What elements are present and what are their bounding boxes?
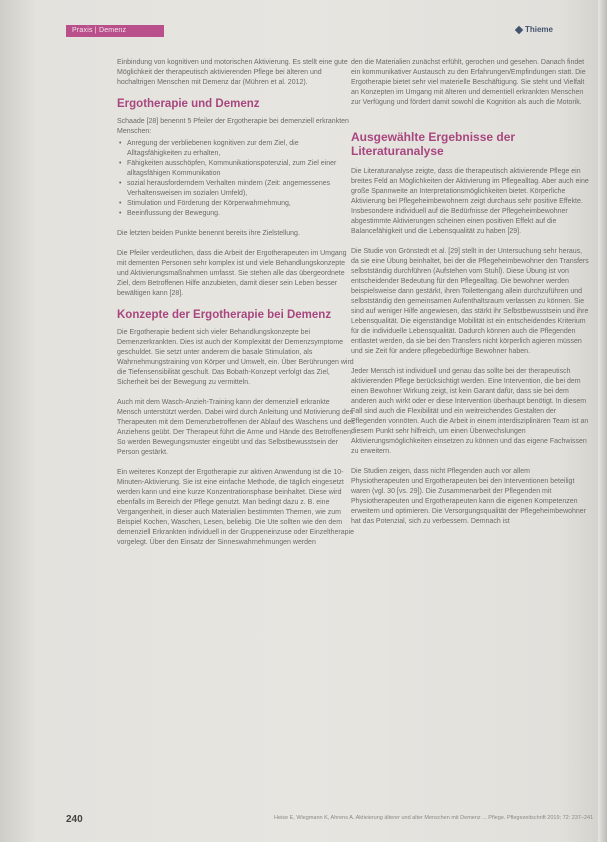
paragraph: Die Studien zeigen, dass nicht Pflegenden auch vor allem Physiotherapeuten und Ergotherapeuten bei den Interventionen beteiligt waren (vgl. 30 [vs. 29]). Die Zusammenarbeit der Pflegenden mit Physiotherapeuten und Ergotherapeuten kann die eigenen Kompetenzen erweitern und optimieren. Die Versorgungsqualität der Pflegeheimbewohner hat das Potenzial, sich zu verbessern. Demnach ist (351, 468, 587, 525)
lead-paragraph: Schaade [28] benennt 5 Pfeiler der Ergotherapie bei demenziell erkrankten Menschen: (117, 118, 349, 135)
left-column (117, 58, 355, 558)
heading-ergebnisse: Ausgewählte Ergebnisse der Literaturanalyse (351, 130, 516, 158)
paragraph: Die Ergotherapie bedient sich vieler Behandlungskonzepte bei Demenzerkrankten. Dies ist auch der Komplexität der Demenzsymptome geschuldet. Sie setzt unter anderem die basale Stimulation, als Wahrnehmungstraining von Körper und Umwelt, ein. Über Berührungen wird die Tiefensensibilität geschult. Das Bobath-Konzept verfolgt das Ziel, Sicherheit bei der Bewegung zu vermitteln. (117, 329, 354, 386)
paragraph: Auch mit dem Wasch-Anzieh-Training kann der demenziell erkrankte Mensch unterstützt werden. Dabei wird durch Anleitung und Motivierung des Therapeuten mit dem Demenzbetroffenen der Ablauf des Waschens und des Anziehens geübt. Der Therapeut führt die Arme und Hände des Betroffenen. So werden Bewegungsmuster eingeübt und das Selbstbewusstsein der Person gestärkt. (117, 399, 355, 456)
heading-konzepte: Konzepte der Ergotherapie bei Demenz (117, 309, 332, 321)
paragraph: Die Pfeiler verdeutlichen, dass die Arbeit der Ergotherapeuten im Umgang mit dementen Personen sehr komplex ist und viele Behandlungskonzepte und Aktivierungsmaßnahmen umfasst. Sie stehen alle das übergeordnete Ziel, dem Betroffenen Hilfe anzubieten, damit dieser sein Leben besser bewältigen kann [28]. (117, 250, 347, 297)
list-item: • sozial herausforderndem Verhalten mindern (Zeit: angemessenes Verhaltensweisen im sozialen Umfeld), (117, 179, 355, 199)
paragraph: Die letzten beiden Punkte benennt bereits ihre Zielstellung. (117, 230, 300, 237)
paragraph: Jeder Mensch ist individuell und genau das sollte bei der therapeutisch aktivierenden Pflege berücksichtigt werden. Eine Intervention, die bei dem einen Bewohner Wirkung zeigt, ist kein Garant dafür, dass sie bei dem anderen auch wirkt oder er diese Intervention überhaupt benötigt. In diesem Fall sind auch die Flexibilität und ein weitreichendes Gestalten der Pflegenden vonnöten. Auch die Arbeit in einem interdisziplinären Team ist an diesem Punkt sehr hilfreich, um einen Überwechslungen Aktivierungsmöglichkeiten einsetzen zu können und das eigene Fachwissen zu erweitern. (351, 368, 589, 455)
right-column (351, 58, 589, 537)
page-number: 240 (66, 814, 83, 825)
thieme-logo-icon (515, 25, 523, 33)
intro-paragraph: Einbindung von kognitiven und motorischen Aktivierung. Es stellt eine gute Möglichkeit der therapeutisch aktivierenden Pflege bei älteren und hochaltrigen Menschen mit Demenz dar (Mühren et al. 2012). (117, 59, 348, 86)
heading-ergotherapie: Ergotherapie und Demenz (117, 98, 260, 110)
paragraph: Die Studie von Grönstedt et al. [29] stellt in der Untersuchung sehr heraus, da sie eine Übung beinhaltet, bei der die Pflegeheimbewohner den Transfers selbstständig durchführen (Aufstehen vom Stuhl). Diese Übung ist von entscheidender Bedeutung für den Pflegealltag. Die bewohner werden beispielsweise dann gestärkt, ihren Toilettengang allein durchzuführen und selbstständig den gemeinsamen Aufenthaltsraum verlassen zu können. Sie sind auf weniger Hilfe angewiesen, das stärkt ihr Selbstbewusstsein und ihre Lebensqualität. Die eigenständige Mobilität ist ein entscheidendes Kriterium für die individuelle Lebensqualität. Dadurch können auch die Pflegenden entlastet werden, da sie bei den Transfers nicht körperlich agieren müssen und sie Zeit für andere pflegebedürftige Bewohner haben. (351, 248, 589, 355)
pillar-list (117, 139, 355, 219)
citation: Heise E, Wiegmann K, Ahrens A. Aktivierung älterer und alter Menschen mit Demenz ... Pflege. Pflegezeitschrift 2019; 72: 237–241 (274, 815, 594, 821)
section-tag: Praxis | Demenz (66, 25, 164, 37)
list-item: • Fähigkeiten ausschöpfen, Kommunikationspotenzial, zum Ziel einer alltagsfähigen Kommunikation (117, 159, 355, 179)
paragraph: den die Materialien zunächst erfühlt, gerochen und gesehen. Danach findet ein kommunikativer Austausch zu den Erfahrungen/Empfindungen statt. Die Ergotherapie bietet sehr viel materielle Beschäftigung. Sie steht und Vielfalt an Konzepten im Umgang mit älteren und dementiell erkrankten Menschen zur Verfügung und fördert damit sowohl die Kognition als auch die Motorik. (351, 59, 586, 106)
page-footer (66, 812, 594, 826)
list-item: • Beeinflussung der Bewegung. (117, 209, 355, 219)
list-item: • Anregung der verbliebenen kognitiven zur dem Ziel, die Alltagsfähigkeiten zu erhalten, (117, 139, 355, 159)
page-edge-shadow (598, 0, 607, 842)
publisher-name: Thieme (524, 25, 553, 34)
list-item: • Stimulation und Förderung der Körperwahrnehmung, (117, 199, 355, 209)
publisher-logo (516, 25, 553, 34)
paragraph: Ein weiteres Konzept der Ergotherapie zur aktiven Anwendung ist die 10-Minuten-Aktivierung. Sie ist eine einfache Methode, die täglich eingesetzt werden kann und eine kurze Konzentrationsphase beinhaltet. Diese wird ebenfalls im Bereich der Pflege genutzt. Man bedingt dazu z. B. eine Vergangenheit, in dieser auch Materialien bestimmten Themen, wie zum Beispiel Kochen, Waschen, Lesen, beliebig. Die Ute sollten wie den dem demenziell Erkrankten individuell in der Gruppeneinzuse oder Einzeltherapie vorgelegt. Über den Einsatz der Sinneswahrnehmungen werden (117, 469, 354, 546)
paragraph: Die Literaturanalyse zeigte, dass die therapeutisch aktivierende Pflege ein breites Feld an Möglichkeiten der Aktivierung im Pflegealltag. Aber auch eine große Spannweite an Interpretationsmöglichkeiten bietet. Körperliche Aktivierung bei Pflegeheimbewohnern zeigt durchaus sehr positive Effekte. Insbesondere individuell auf die Bedürfnisse der Pflegeheimbewohner abgestimmte Aktivierungen scheinen einen positiven Effekt auf die Balancefähigkeit und die Lebensqualität zu haben [29]. (351, 168, 589, 235)
